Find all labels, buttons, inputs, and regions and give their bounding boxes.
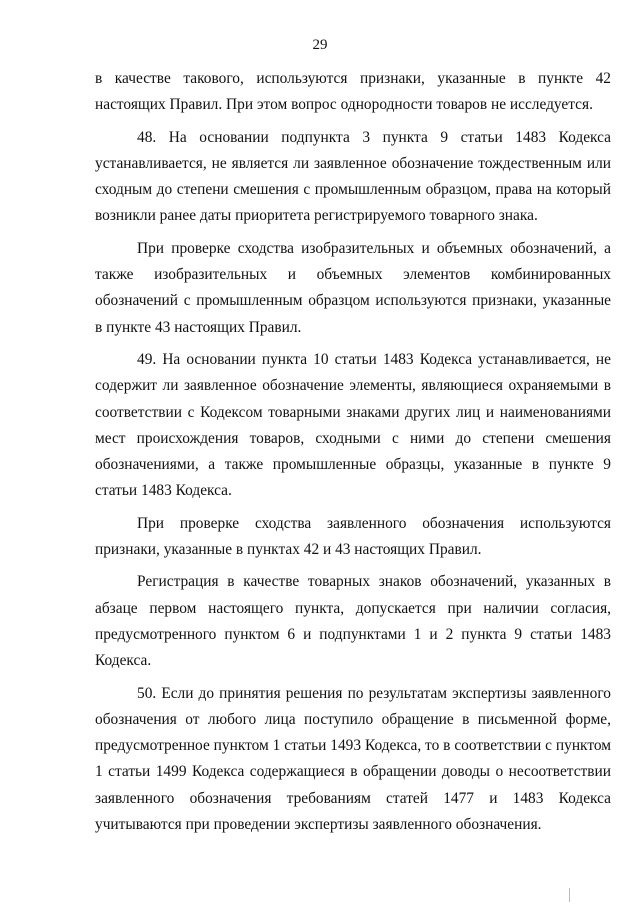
paragraph-continuation: в качестве такового, используются признаки, указанные в пункте 42 настоящих Правил. При этом вопрос однородности товаров не исследуется. [95,70,611,114]
scan-artifact-mark [569,888,570,902]
document-body [95,66,611,838]
paragraph-similarity-check-design: При проверке сходства изобразительных и объемных обозначений, а также изобразительных и объемных элементов комбинированных обозначений с промышленным образцом используются признаки, указанные в пункте 43 настоящих Правил. [95,239,611,336]
page-number: 29 [312,37,328,53]
paragraph-item-50: 50. Если до принятия решения по результатам экспертизы заявленного обозначения от любого лица поступило обращение в письменной форме, предусмотренное пунктом 1 статьи 1493 Кодекса, то в соответствии с пунктом 1 статьи 1499 Кодекса содержащиеся в обращении доводы о несоответствии заявленного обозначения требованиям статей 1477 и 1483 Кодекса учитываются при проведении экспертизы заявленного обозначения. [95,684,611,834]
paragraph-registration-consent: Регистрация в качестве товарных знаков обозначений, указанных в абзаце первом настоящего пункта, допускается при наличии согласия, предусмотренного пунктом 6 и подпунктами 1 и 2 пункта 9 статьи 1483 Кодекса. [95,573,611,670]
paragraph-item-49: 49. На основании пункта 10 статьи 1483 Кодекса устанавливается, не содержит ли заявленное обозначение элементы, являющиеся охраняемыми в соответствии с Кодексом товарными знаками других лиц и наименованиями мест происхождения товаров, сходными с ними до степени смешения обозначениями, а также промышленные образцы, указанные в пункте 9 статьи 1483 Кодекса. [95,350,611,500]
paragraph-similarity-check-features: При проверке сходства заявленного обозначения используются признаки, указанные в пунктах 42 и 43 настоящих Правил. [95,514,611,559]
paragraph-item-48: 48. На основании подпункта 3 пункта 9 статьи 1483 Кодекса устанавливается, не является ли заявленное обозначение тождественным или сходным до степени смешения с промышленным образцом, права на который возникли ранее даты приоритета регистрируемого товарного знака. [95,128,611,225]
